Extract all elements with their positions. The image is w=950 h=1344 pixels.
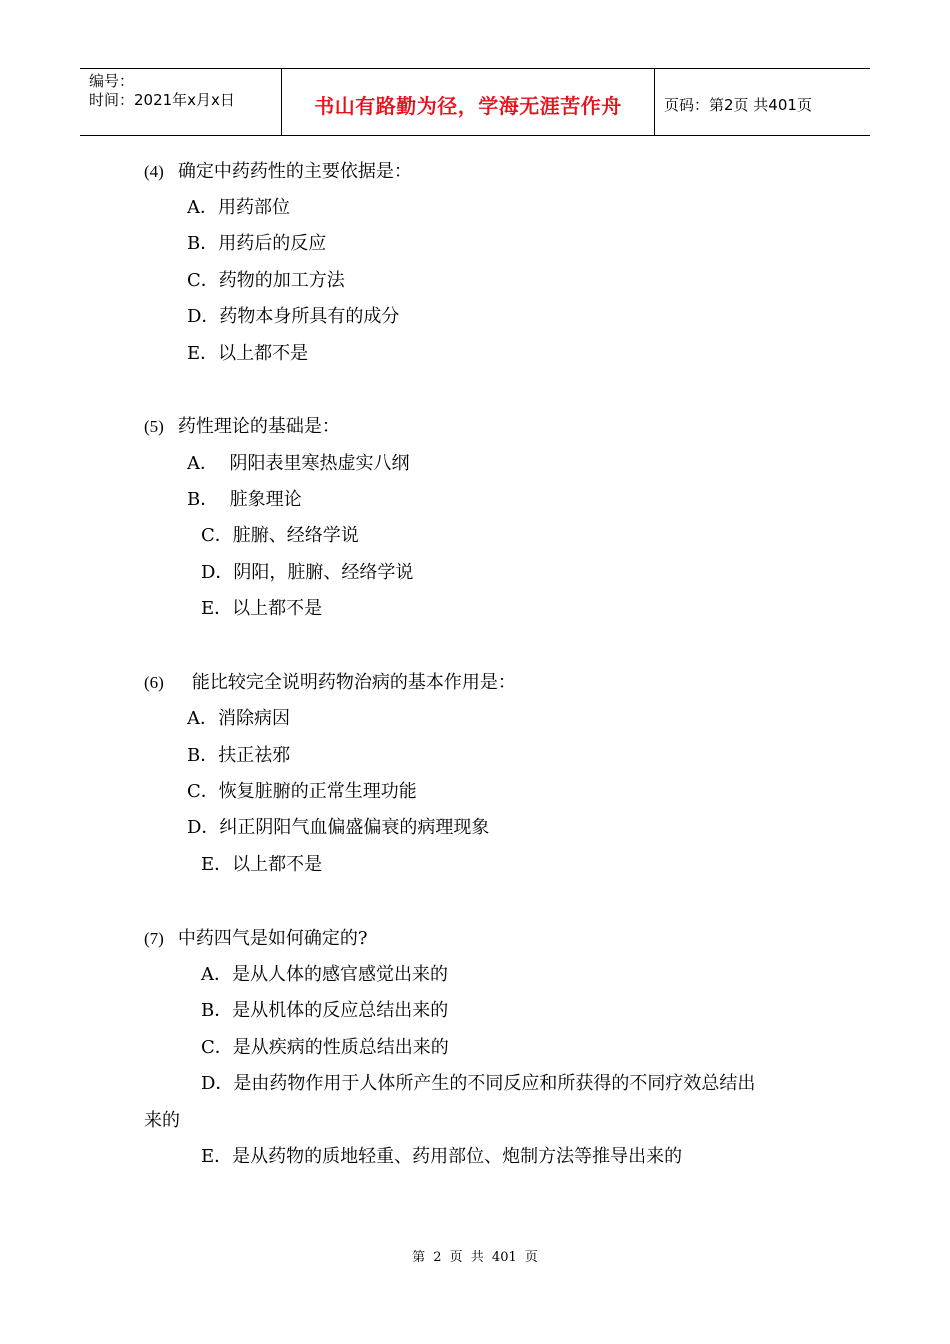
time-label: 时间：2021年x月x日 (89, 91, 235, 109)
question-number: (7) (144, 929, 164, 948)
question-number: (5) (144, 417, 164, 436)
header-meta (80, 69, 282, 135)
page-footer: 第 2 页 共 401 页 (412, 1250, 538, 1265)
question-number: (4) (144, 162, 164, 181)
question-6-stem (144, 671, 516, 695)
option: C．是从疾病的性质总结出来的 (201, 1037, 449, 1058)
question-number: (6) (144, 673, 164, 692)
option: E．以上都不是 (201, 854, 323, 875)
question-5-stem (144, 415, 340, 439)
option: B．是从机体的反应总结出来的 (201, 1000, 449, 1021)
option: D．药物本身所具有的成分 (187, 306, 400, 327)
question-text: 药性理论的基础是： (177, 416, 340, 437)
option-continuation: 来的 (144, 1110, 180, 1131)
page-header (80, 68, 870, 136)
option: C．药物的加工方法 (187, 270, 345, 291)
option: C．恢复脏腑的正常生理功能 (187, 781, 417, 802)
option: D．是由药物作用于人体所产生的不同反应和所获得的不同疗效总结出 (201, 1073, 756, 1094)
option: D．阴阳，脏腑、经络学说 (201, 562, 414, 583)
option: A． 阴阳表里寒热虚实八纲 (187, 453, 410, 474)
option: A．消除病因 (187, 708, 290, 729)
option: D．纠正阴阳气血偏盛偏衰的病理现象 (187, 817, 490, 838)
question-text: 能比较完全说明药物治病的基本作用是： (191, 672, 516, 693)
option: E．以上都不是 (201, 598, 323, 619)
option: C．脏腑、经络学说 (201, 525, 359, 546)
page-label: 页码：第2页 共401页 (664, 95, 812, 114)
code-label: 编号： (89, 72, 135, 90)
option: B．扶正祛邪 (187, 745, 291, 766)
option: A．用药部位 (187, 197, 290, 218)
question-text: 确定中药药性的主要依据是： (177, 161, 412, 182)
question-4-stem (144, 160, 412, 184)
option: A．是从人体的感官感觉出来的 (201, 964, 448, 985)
option: E．是从药物的质地轻重、药用部位、炮制方法等推导出来的 (201, 1146, 683, 1167)
option: B．用药后的反应 (187, 233, 327, 254)
option: B． 脏象理论 (187, 489, 302, 510)
question-text: 中药四气是如何确定的? (177, 928, 368, 949)
question-7-stem (144, 927, 367, 951)
motto: 书山有路勤为径，学海无涯苦作舟 (282, 69, 655, 135)
option: E．以上都不是 (187, 343, 309, 364)
